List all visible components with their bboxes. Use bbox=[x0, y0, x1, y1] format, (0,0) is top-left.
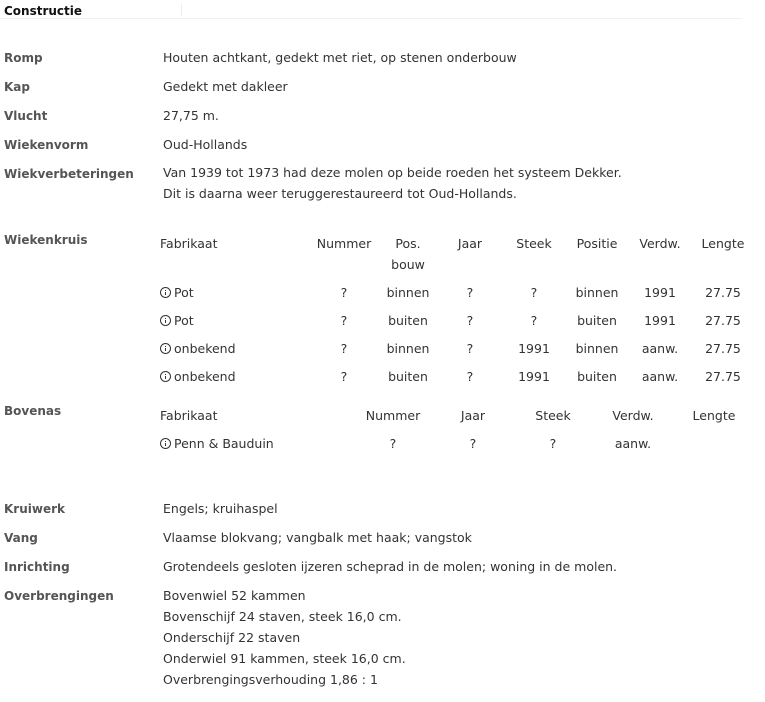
overbrengingen-line: Bovenwiel 52 kammen bbox=[163, 588, 306, 603]
wiekenkruis-nummer: ? bbox=[340, 341, 348, 356]
bovenas-fabrikaat-link[interactable] bbox=[160, 436, 274, 451]
wiekenkruis-steek: ? bbox=[530, 313, 538, 328]
wiekenkruis-lengte: 27.75 bbox=[705, 313, 741, 328]
wiekenkruis-steek: ? bbox=[530, 285, 538, 300]
wiekenkruis-fabrikaat: onbekend bbox=[174, 369, 236, 384]
bovenas-header-verdw: Verdw. bbox=[612, 408, 654, 423]
wiekenkruis-lengte: 27.75 bbox=[705, 285, 741, 300]
info-circle-icon bbox=[160, 343, 171, 354]
bovenas-verdw: aanw. bbox=[614, 436, 652, 451]
value-wiekverbeteringen: Van 1939 tot 1973 had deze molen op beide roeden het systeem Dekker. Dit is daarna weer teruggerestaureerd tot Oud-Hollands. bbox=[163, 165, 622, 201]
wiekenkruis-pos-bouw: binnen bbox=[386, 341, 430, 356]
value-romp: Houten achtkant, gedekt met riet, op stenen onderbouw bbox=[163, 50, 517, 65]
wiekenkruis-verdw: 1991 bbox=[644, 285, 676, 300]
wiekenkruis-positie: binnen bbox=[575, 341, 619, 356]
wiekenkruis-fabrikaat: Pot bbox=[174, 285, 194, 300]
wiekenkruis-pos-bouw: buiten bbox=[388, 313, 428, 328]
value-kruiwerk: Engels; kruihaspel bbox=[163, 501, 278, 516]
bovenas-nummer: ? bbox=[389, 436, 397, 451]
value-inrichting: Grotendeels gesloten ijzeren scheprad in de molen; woning in de molen. bbox=[163, 559, 618, 574]
value-kap: Gedekt met dakleer bbox=[163, 79, 288, 94]
label-kap: Kap bbox=[4, 80, 30, 94]
wiekenkruis-fabrikaat-link[interactable] bbox=[160, 341, 236, 356]
wiekenkruis-verdw: aanw. bbox=[641, 341, 679, 356]
bovenas-header-jaar: Jaar bbox=[460, 408, 486, 423]
info-circle-icon bbox=[160, 287, 171, 298]
label-bovenas: Bovenas bbox=[4, 404, 62, 418]
wiekenkruis-positie: buiten bbox=[577, 369, 617, 384]
wiekenkruis-header-positie: Positie bbox=[576, 236, 618, 251]
wiekenkruis-header-nummer: Nummer bbox=[316, 236, 372, 251]
wiekenkruis-header-fabrikaat: Fabrikaat bbox=[160, 236, 218, 251]
label-kruiwerk: Kruiwerk bbox=[4, 502, 65, 516]
overbrengingen-line: Onderschijf 22 staven bbox=[163, 630, 301, 645]
wiekenkruis-header-verdw: Verdw. bbox=[639, 236, 681, 251]
wiekenkruis-jaar: ? bbox=[466, 341, 474, 356]
value-vang: Vlaamse blokvang; vangbalk met haak; vangstok bbox=[163, 530, 472, 545]
wiekenkruis-lengte: 27.75 bbox=[705, 341, 741, 356]
wiekenkruis-fabrikaat: onbekend bbox=[174, 341, 236, 356]
label-inrichting: Inrichting bbox=[4, 560, 70, 574]
wiekenkruis-nummer: ? bbox=[340, 313, 348, 328]
bovenas-fabrikaat: Penn & Bauduin bbox=[174, 436, 274, 451]
wiekenkruis-header-bouw: bouw bbox=[391, 257, 425, 272]
bovenas-header-fabrikaat: Fabrikaat bbox=[160, 408, 218, 423]
wiekenkruis-nummer: ? bbox=[340, 369, 348, 384]
wiekenkruis-jaar: ? bbox=[466, 285, 474, 300]
title-underline bbox=[0, 18, 742, 19]
wiekenkruis-steek: 1991 bbox=[518, 341, 550, 356]
overbrengingen-line: Bovenschijf 24 staven, steek 16,0 cm. bbox=[163, 609, 402, 624]
label-vang: Vang bbox=[4, 531, 38, 545]
wiekenkruis-positie: buiten bbox=[577, 313, 617, 328]
wiekenkruis-jaar: ? bbox=[466, 369, 474, 384]
label-wiekenvorm: Wiekenvorm bbox=[4, 138, 89, 152]
bovenas-steek: ? bbox=[549, 436, 557, 451]
wiekenkruis-pos-bouw: buiten bbox=[388, 369, 428, 384]
wiekenkruis-fabrikaat: Pot bbox=[174, 313, 194, 328]
wiekenkruis-verdw: 1991 bbox=[644, 313, 676, 328]
label-vlucht: Vlucht bbox=[4, 109, 48, 123]
wiekenkruis-header-lengte: Lengte bbox=[701, 236, 745, 251]
wiekenkruis-jaar: ? bbox=[466, 313, 474, 328]
wiekenkruis-lengte: 27.75 bbox=[705, 369, 741, 384]
wiekenkruis-fabrikaat-link[interactable] bbox=[160, 285, 194, 300]
wiekenkruis-positie: binnen bbox=[575, 285, 619, 300]
overbrengingen-line: Onderwiel 91 kammen, steek 16,0 cm. bbox=[163, 651, 406, 666]
info-circle-icon bbox=[160, 315, 171, 326]
title-divider bbox=[181, 4, 182, 16]
wiekenkruis-header-pos: Pos. bbox=[395, 236, 421, 251]
wiekenkruis-steek: 1991 bbox=[518, 369, 550, 384]
info-circle-icon bbox=[160, 371, 171, 382]
info-circle-icon bbox=[160, 438, 171, 449]
section-title: Constructie bbox=[4, 4, 83, 18]
label-overbrengingen: Overbrengingen bbox=[4, 589, 114, 603]
bovenas-jaar: ? bbox=[469, 436, 477, 451]
wiekenkruis-header-jaar: Jaar bbox=[457, 236, 483, 251]
value-vlucht: 27,75 m. bbox=[163, 108, 219, 123]
overbrengingen-line: Overbrengingsverhouding 1,86 : 1 bbox=[163, 672, 378, 687]
wiekenkruis-nummer: ? bbox=[340, 285, 348, 300]
wiekenkruis-pos-bouw: binnen bbox=[386, 285, 430, 300]
wiekenkruis-fabrikaat-link[interactable] bbox=[160, 313, 194, 328]
bovenas-header-steek: Steek bbox=[535, 408, 571, 423]
wiekenkruis-header-steek: Steek bbox=[516, 236, 552, 251]
value-wiekenvorm: Oud-Hollands bbox=[163, 137, 248, 152]
label-romp: Romp bbox=[4, 51, 43, 65]
bovenas-header-nummer: Nummer bbox=[365, 408, 421, 423]
bovenas-header-lengte: Lengte bbox=[692, 408, 736, 423]
wiekenkruis-fabrikaat-link[interactable] bbox=[160, 369, 236, 384]
wiekenkruis-verdw: aanw. bbox=[641, 369, 679, 384]
label-wiekenkruis: Wiekenkruis bbox=[4, 233, 88, 247]
label-wiekverbeteringen: Wiekverbeteringen bbox=[4, 167, 134, 181]
